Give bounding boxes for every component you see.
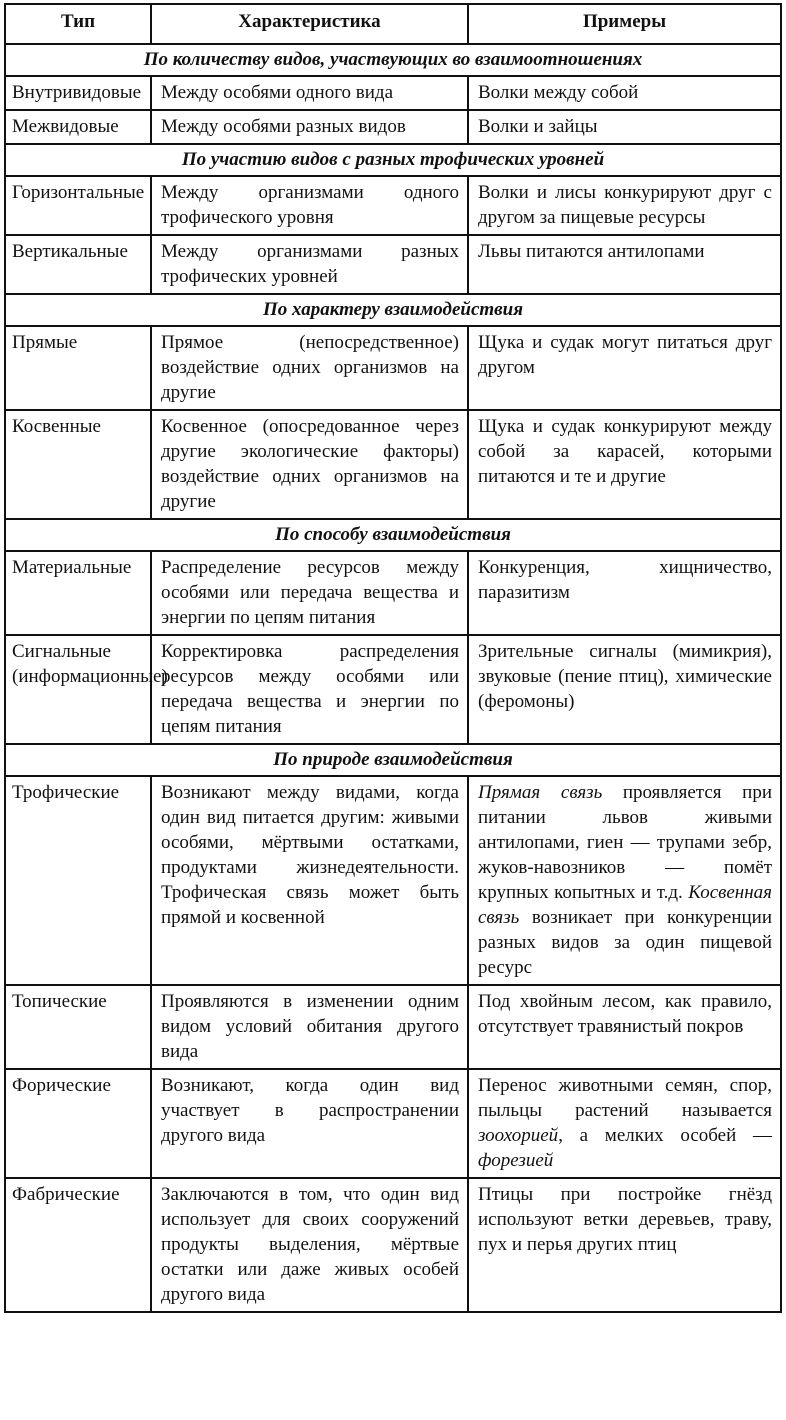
header-characteristic: Характеристика	[151, 4, 468, 44]
characteristic-cell: Между организмами одного трофического уровня	[151, 176, 468, 235]
type-cell: Трофические	[5, 776, 151, 985]
example-text: возникает при конкуренции разных видов за один пищевой ресурс	[478, 907, 772, 978]
section-title: По природе взаимодействия	[5, 744, 781, 776]
type-cell: Фабрические	[5, 1178, 151, 1312]
ecological-relations-table	[4, 3, 782, 1313]
table-row	[5, 235, 781, 294]
type-cell: Косвенные	[5, 410, 151, 519]
table-row	[5, 551, 781, 635]
table-row	[5, 1178, 781, 1312]
characteristic-cell: Корректировка распределения ресурсов между особями или передача вещества и энергии по цепям питания	[151, 635, 468, 744]
example-cell: Конкуренция, хищничество, паразитизм	[468, 551, 781, 635]
characteristic-cell: Прямое (непосредственное) воздействие одних организмов на другие	[151, 326, 468, 410]
example-text: , а мелких особей —	[558, 1125, 772, 1146]
characteristic-cell: Заключаются в том, что один вид использует для своих сооружений продукты выделения, мёртвые остатки или даже живых особей другого вида	[151, 1178, 468, 1312]
example-cell: Волки и лисы конкурируют друг с другом за пищевые ресурсы	[468, 176, 781, 235]
type-cell: Топические	[5, 985, 151, 1069]
example-cell: Львы питаются антилопами	[468, 235, 781, 294]
example-cell: Птицы при постройке гнёзд используют ветки деревьев, траву, пух и перья других птиц	[468, 1178, 781, 1312]
table-row	[5, 776, 781, 985]
table-row	[5, 176, 781, 235]
example-cell	[468, 1069, 781, 1178]
section-title: По способу взаимодействия	[5, 519, 781, 551]
example-cell: Щука и судак могут питаться друг другом	[468, 326, 781, 410]
example-cell: Зрительные сигналы (мимикрия), звуковые (пение птиц), химические (феромоны)	[468, 635, 781, 744]
type-cell: Форические	[5, 1069, 151, 1178]
example-cell: Волки и зайцы	[468, 110, 781, 144]
table-row	[5, 76, 781, 110]
characteristic-cell: Возникают между видами, когда один вид питается другим: живыми особями, мёртвыми остатками, продуктами жизнедеятельности. Трофическая связь может быть прямой и косвенной	[151, 776, 468, 985]
example-emphasis: зоохорией	[478, 1125, 559, 1146]
example-cell: Волки между собой	[468, 76, 781, 110]
characteristic-cell: Проявляются в изменении одним видом условий обитания другого вида	[151, 985, 468, 1069]
example-cell: Под хвойным лесом, как правило, отсутствует травянистый покров	[468, 985, 781, 1069]
section-title: По характеру взаимодействия	[5, 294, 781, 326]
table-row	[5, 410, 781, 519]
characteristic-cell: Между особями разных видов	[151, 110, 468, 144]
section-row	[5, 744, 781, 776]
example-text: Перенос животными семян, спор, пыльцы растений называется	[478, 1075, 772, 1121]
header-examples: Примеры	[468, 4, 781, 44]
characteristic-cell: Между организмами разных трофических уровней	[151, 235, 468, 294]
type-cell: Материальные	[5, 551, 151, 635]
example-emphasis: Прямая связь	[478, 782, 603, 803]
table-row	[5, 1069, 781, 1178]
example-cell	[468, 776, 781, 985]
characteristic-cell: Распределение ресурсов между особями или передача вещества и энергии по цепям питания	[151, 551, 468, 635]
section-row	[5, 294, 781, 326]
example-emphasis: форезией	[478, 1150, 554, 1171]
type-cell: Межвидовые	[5, 110, 151, 144]
characteristic-cell: Косвенное (опосредованное через другие экологические факторы) воздействие одних организмов на другие	[151, 410, 468, 519]
example-text: проявляется при питании львов живыми антилопами, гиен — трупами зебр, жуков-навозников — помёт крупных копытных и т.д.	[478, 782, 772, 903]
section-row	[5, 44, 781, 76]
table-row	[5, 635, 781, 744]
type-cell: Вертикальные	[5, 235, 151, 294]
section-row	[5, 519, 781, 551]
header-type: Тип	[5, 4, 151, 44]
characteristic-cell: Возникают, когда один вид участвует в распространении другого вида	[151, 1069, 468, 1178]
example-cell: Щука и судак конкурируют между собой за карасей, которыми питаются и те и другие	[468, 410, 781, 519]
type-cell: Горизонтальные	[5, 176, 151, 235]
type-cell: Сигнальные (информационные)	[5, 635, 151, 744]
table-row	[5, 110, 781, 144]
section-title: По количеству видов, участвующих во взаимоотношениях	[5, 44, 781, 76]
table-header-row	[5, 4, 781, 44]
characteristic-cell: Между особями одного вида	[151, 76, 468, 110]
table-row	[5, 326, 781, 410]
section-title: По участию видов с разных трофических уровней	[5, 144, 781, 176]
table-row	[5, 985, 781, 1069]
example-emphasis: Косвенная связь	[478, 882, 772, 928]
section-row	[5, 144, 781, 176]
type-cell: Прямые	[5, 326, 151, 410]
type-cell: Внутривидовые	[5, 76, 151, 110]
